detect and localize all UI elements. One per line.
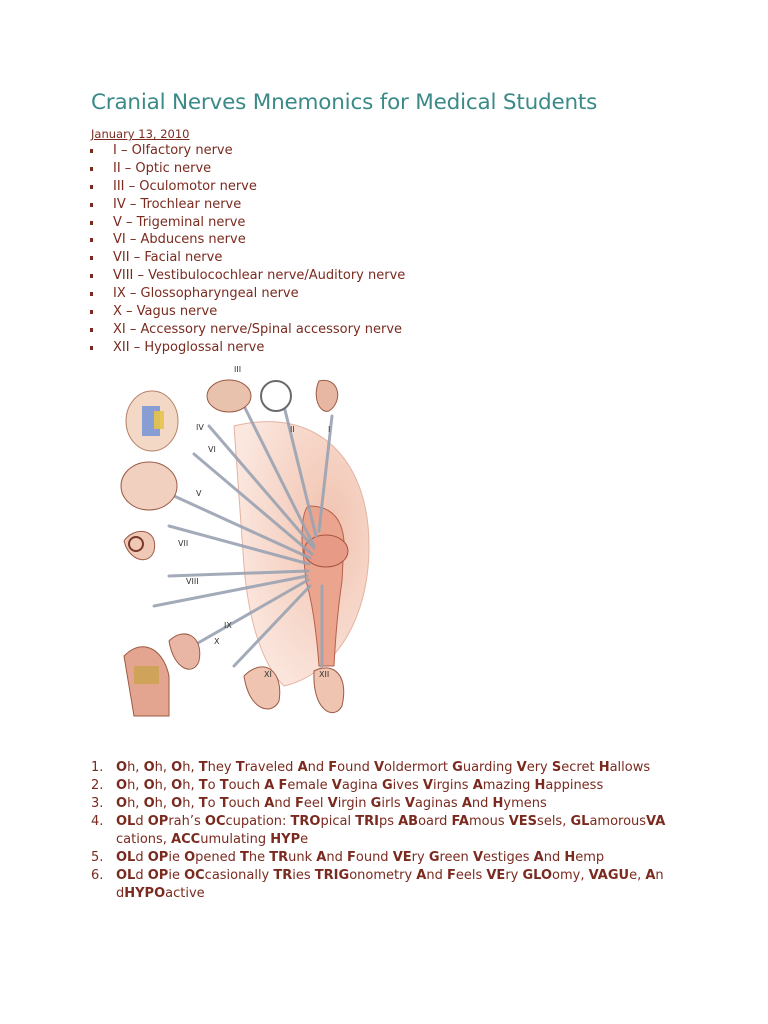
mnemonic-initial: T bbox=[219, 778, 229, 793]
mnemonic-initial: O bbox=[171, 760, 183, 775]
label-v: V bbox=[196, 489, 202, 498]
list-item: I – Olfactory nerve bbox=[88, 142, 405, 160]
mnemonic-initial: V bbox=[331, 778, 342, 793]
mnemonic-initial: O bbox=[143, 778, 155, 793]
list-item: V – Trigeminal nerve bbox=[88, 214, 405, 232]
mnemonic-initial: S bbox=[551, 760, 562, 775]
mnemonic-initial: VA bbox=[646, 814, 666, 829]
label-xi: XI bbox=[264, 670, 272, 679]
item-number: 3. bbox=[91, 796, 104, 811]
mnemonic-initial: H bbox=[564, 850, 576, 865]
label-i: I bbox=[328, 425, 331, 434]
mnemonic-initial: T bbox=[235, 760, 245, 775]
mnemonic-initial: VES bbox=[508, 814, 538, 829]
mnemonic-initial: O bbox=[143, 760, 155, 775]
mnemonic-initial: T bbox=[240, 850, 249, 865]
mnemonic-initial: TRI bbox=[355, 814, 379, 829]
mnemonic-initial: OC bbox=[184, 868, 205, 883]
mnemonic-initial: GL bbox=[570, 814, 590, 829]
mnemonic-initial: T bbox=[219, 796, 229, 811]
mnemonic-initial: TRO bbox=[290, 814, 321, 829]
label-vi: VI bbox=[208, 445, 216, 454]
mnemonic-initial: A bbox=[264, 778, 275, 793]
mnemonic-initial: A bbox=[416, 868, 427, 883]
mnemonic-initial: OL bbox=[116, 814, 136, 829]
list-item: IV – Trochlear nerve bbox=[88, 196, 405, 214]
list-item bbox=[91, 759, 691, 777]
mnemonic-line: cations, ACCumulating HYPe bbox=[116, 832, 309, 847]
mnemonic-initial: HYP bbox=[270, 832, 301, 847]
mnemonic-initial: V bbox=[327, 796, 338, 811]
mnemonic-line: Oh, Oh, Oh, To Touch A Female Vagina Gives Virgins Amazing Happiness bbox=[116, 778, 604, 793]
page-title: Cranial Nerves Mnemonics for Medical Students bbox=[91, 90, 598, 115]
mnemonic-initial: H bbox=[492, 796, 504, 811]
mnemonic-initial: OL bbox=[116, 868, 136, 883]
mnemonic-initial: F bbox=[278, 778, 288, 793]
list-item: VI – Abducens nerve bbox=[88, 231, 405, 249]
mnemonic-initial: V bbox=[516, 760, 527, 775]
mnemonic-line: OLd OPie Opened The TRunk And Found VEry Green Vestiges And Hemp bbox=[116, 850, 605, 865]
mnemonic-initial: VAGU bbox=[588, 868, 630, 883]
cranial-nerves-list bbox=[88, 142, 405, 357]
mnemonic-initial: A bbox=[645, 868, 656, 883]
list-item: XII – Hypoglossal nerve bbox=[88, 339, 405, 357]
mnemonic-initial: OP bbox=[147, 868, 169, 883]
mnemonic-initial: HYPO bbox=[124, 886, 166, 901]
mnemonic-initial: OP bbox=[147, 814, 169, 829]
mnemonic-initial: A bbox=[461, 796, 472, 811]
list-item bbox=[91, 813, 691, 849]
mnemonic-initial: TR bbox=[273, 868, 293, 883]
list-item: XI – Accessory nerve/Spinal accessory nerve bbox=[88, 321, 405, 339]
label-iii: III bbox=[234, 366, 242, 374]
mnemonics-list bbox=[91, 759, 691, 903]
mnemonic-initial: O bbox=[184, 850, 196, 865]
mnemonic-initial: T bbox=[198, 778, 208, 793]
mnemonic-initial: O bbox=[116, 760, 128, 775]
item-number: 2. bbox=[91, 778, 104, 793]
mnemonic-initial: F bbox=[328, 760, 338, 775]
mnemonic-initial: G bbox=[370, 796, 382, 811]
list-item bbox=[91, 777, 691, 795]
mnemonic-line: OLd OPrah’s OCcupation: TROpical TRIps ABoard FAmous VESsels, GLamorousVA bbox=[116, 814, 666, 829]
item-number: 6. bbox=[91, 868, 104, 883]
mnemonic-initial: A bbox=[297, 760, 308, 775]
label-x: X bbox=[214, 637, 220, 646]
mnemonic-initial: G bbox=[428, 850, 440, 865]
mnemonic-initial: VE bbox=[392, 850, 412, 865]
mnemonic-initial: G bbox=[382, 778, 393, 793]
list-item bbox=[91, 867, 691, 903]
post-date: January 13, 2010 bbox=[91, 127, 190, 141]
mnemonic-line: Oh, Oh, Oh, To Touch And Feel Virgin Girls Vaginas And Hymens bbox=[116, 796, 547, 811]
mnemonic-initial: AB bbox=[398, 814, 419, 829]
mnemonic-initial: O bbox=[116, 796, 128, 811]
label-xii: XII bbox=[319, 670, 330, 679]
item-number: 1. bbox=[91, 760, 104, 775]
list-item: VIII – Vestibulocochlear nerve/Auditory nerve bbox=[88, 267, 405, 285]
mnemonic-initial: O bbox=[171, 796, 183, 811]
label-ii: II bbox=[290, 425, 295, 434]
list-item: X – Vagus nerve bbox=[88, 303, 405, 321]
label-viii: VIII bbox=[186, 577, 199, 586]
label-iv: IV bbox=[196, 423, 204, 432]
mnemonic-initial: F bbox=[294, 796, 304, 811]
mnemonic-initial: V bbox=[404, 796, 415, 811]
list-item bbox=[91, 795, 691, 813]
mnemonic-initial: V bbox=[472, 850, 483, 865]
mnemonic-initial: O bbox=[143, 796, 155, 811]
mnemonic-initial: VE bbox=[486, 868, 506, 883]
list-item: II – Optic nerve bbox=[88, 160, 405, 178]
cranial-nerves-illustration bbox=[114, 366, 376, 732]
item-number: 4. bbox=[91, 814, 104, 829]
label-ix: IX bbox=[224, 621, 232, 630]
mnemonic-initial: H bbox=[534, 778, 546, 793]
mnemonic-initial: A bbox=[316, 850, 327, 865]
mnemonic-initial: T bbox=[198, 760, 208, 775]
mnemonic-initial: F bbox=[446, 868, 456, 883]
mnemonic-initial: A bbox=[472, 778, 483, 793]
mnemonic-initial: GLO bbox=[522, 868, 553, 883]
label-vii: VII bbox=[178, 539, 189, 548]
mnemonic-initial: OL bbox=[116, 850, 136, 865]
mnemonic-line: Oh, Oh, Oh, They Traveled And Found Voldermort Guarding Very Secret Hallows bbox=[116, 760, 651, 775]
mnemonic-initial: TRIG bbox=[314, 868, 350, 883]
mnemonic-initial: FA bbox=[451, 814, 469, 829]
mnemonic-initial: A bbox=[264, 796, 275, 811]
mnemonic-initial: F bbox=[346, 850, 356, 865]
mnemonic-initial: T bbox=[198, 796, 208, 811]
list-item: IX – Glossopharyngeal nerve bbox=[88, 285, 405, 303]
mnemonic-initial: O bbox=[116, 778, 128, 793]
mnemonic-initial: ACC bbox=[171, 832, 201, 847]
list-item bbox=[91, 849, 691, 867]
item-number: 5. bbox=[91, 850, 104, 865]
mnemonic-initial: V bbox=[422, 778, 433, 793]
mnemonic-initial: TR bbox=[269, 850, 289, 865]
mnemonic-initial: V bbox=[373, 760, 385, 775]
mnemonic-initial: O bbox=[171, 778, 183, 793]
mnemonic-line: OLd OPie OCcasionally TRies TRIGonometry And Feels VEry GLOomy, VAGUe, An bbox=[116, 868, 664, 883]
mnemonic-initial: H bbox=[598, 760, 610, 775]
list-item: III – Oculomotor nerve bbox=[88, 178, 405, 196]
list-item: VII – Facial nerve bbox=[88, 249, 405, 267]
mnemonic-line: dHYPOactive bbox=[116, 886, 205, 901]
mnemonic-initial: OP bbox=[147, 850, 169, 865]
mnemonic-initial: OC bbox=[204, 814, 226, 829]
mnemonic-initial: A bbox=[533, 850, 544, 865]
mnemonic-initial: G bbox=[452, 760, 463, 775]
